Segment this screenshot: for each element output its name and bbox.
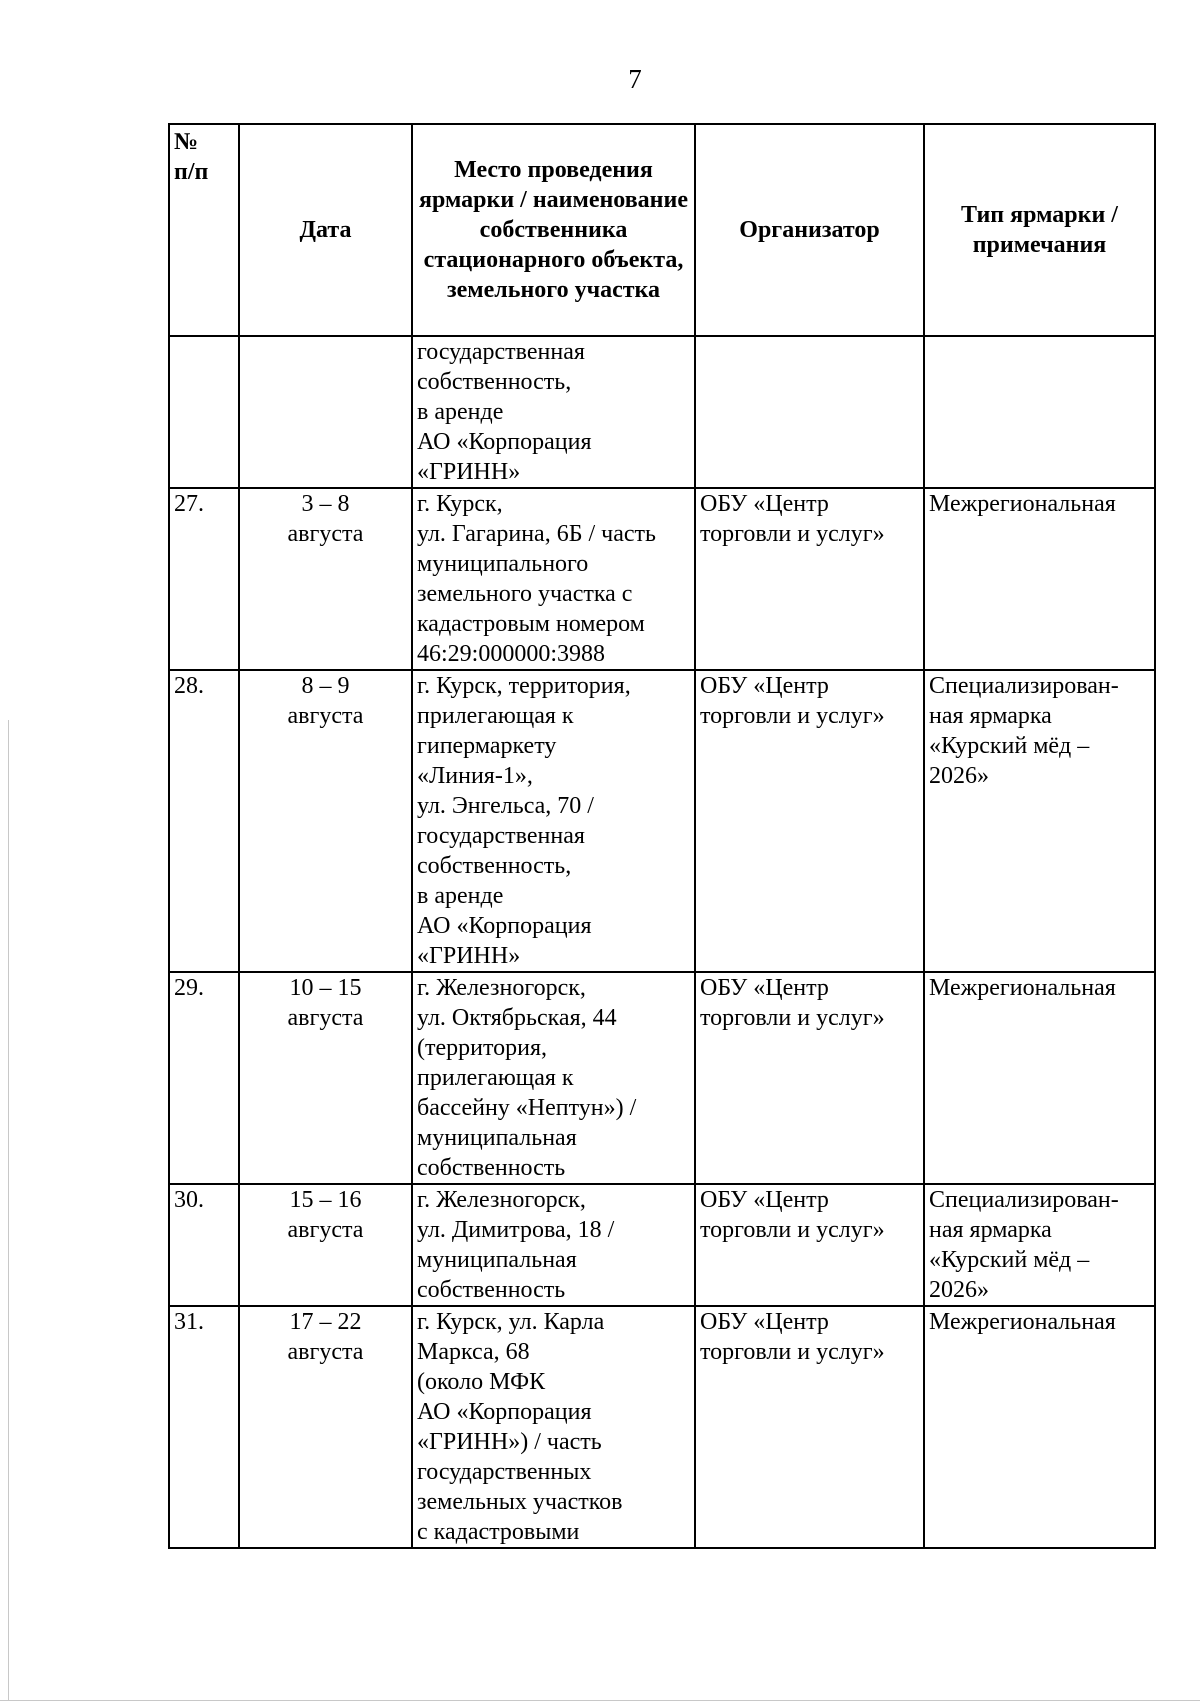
table-row xyxy=(169,670,1155,972)
cell-type: Межрегиональная xyxy=(924,1306,1155,1548)
cell-organizer: ОБУ «Центр торговли и услуг» xyxy=(695,1306,924,1548)
cell-date xyxy=(239,336,412,488)
cell-place: г. Курск, ул. Гагарина, 6Б / часть муниципального земельного участка с кадастровым номером 46:29:000000:3988 xyxy=(412,488,695,670)
cell-number: 27. xyxy=(169,488,239,670)
cell-place: г. Железногорск, ул. Димитрова, 18 / муниципальная собственность xyxy=(412,1184,695,1306)
table-row xyxy=(169,1306,1155,1548)
header-organizer: Организатор xyxy=(695,124,924,336)
table-row xyxy=(169,488,1155,670)
cell-organizer: ОБУ «Центр торговли и услуг» xyxy=(695,1184,924,1306)
fairs-table xyxy=(168,123,1156,1549)
cell-type: Межрегиональная xyxy=(924,488,1155,670)
scan-edge-left xyxy=(8,720,9,1700)
cell-date: 17 – 22 августа xyxy=(239,1306,412,1548)
cell-date: 3 – 8 августа xyxy=(239,488,412,670)
cell-number: 29. xyxy=(169,972,239,1184)
cell-type: Межрегиональная xyxy=(924,972,1155,1184)
header-number: № п/п xyxy=(169,124,239,336)
cell-type xyxy=(924,336,1155,488)
table-row xyxy=(169,972,1155,1184)
cell-number: 30. xyxy=(169,1184,239,1306)
cell-number: 31. xyxy=(169,1306,239,1548)
cell-number xyxy=(169,336,239,488)
table-header-row xyxy=(169,124,1155,336)
cell-date: 8 – 9 августа xyxy=(239,670,412,972)
cell-organizer: ОБУ «Центр торговли и услуг» xyxy=(695,488,924,670)
header-place: Место проведения ярмарки / наименование собственника стационарного объекта, земельного участка xyxy=(412,124,695,336)
header-type: Тип ярмарки / примечания xyxy=(924,124,1155,336)
cell-organizer: ОБУ «Центр торговли и услуг» xyxy=(695,972,924,1184)
cell-place: г. Курск, ул. Карла Маркса, 68 (около МФК АО «Корпорация «ГРИНН») / часть государственных земельных участков с кадастровыми xyxy=(412,1306,695,1548)
cell-organizer: ОБУ «Центр торговли и услуг» xyxy=(695,670,924,972)
cell-number: 28. xyxy=(169,670,239,972)
cell-place: г. Курск, территория, прилегающая к гипермаркету «Линия-1», ул. Энгельса, 70 / государственная собственность, в аренде АО «Корпорация «ГРИНН» xyxy=(412,670,695,972)
table-row-continuation xyxy=(169,336,1155,488)
cell-place: государственная собственность, в аренде АО «Корпорация «ГРИНН» xyxy=(412,336,695,488)
cell-place: г. Железногорск, ул. Октябрьская, 44 (территория, прилегающая к бассейну «Нептун») / муниципальная собственность xyxy=(412,972,695,1184)
cell-organizer xyxy=(695,336,924,488)
page-number: 7 xyxy=(628,64,642,94)
cell-date: 10 – 15 августа xyxy=(239,972,412,1184)
scan-edge-bottom xyxy=(0,1700,1200,1701)
cell-type: Специализирован- ная ярмарка «Курский мёд – 2026» xyxy=(924,1184,1155,1306)
header-date: Дата xyxy=(239,124,412,336)
table-row xyxy=(169,1184,1155,1306)
cell-date: 15 – 16 августа xyxy=(239,1184,412,1306)
cell-type: Специализирован- ная ярмарка «Курский мёд – 2026» xyxy=(924,670,1155,972)
